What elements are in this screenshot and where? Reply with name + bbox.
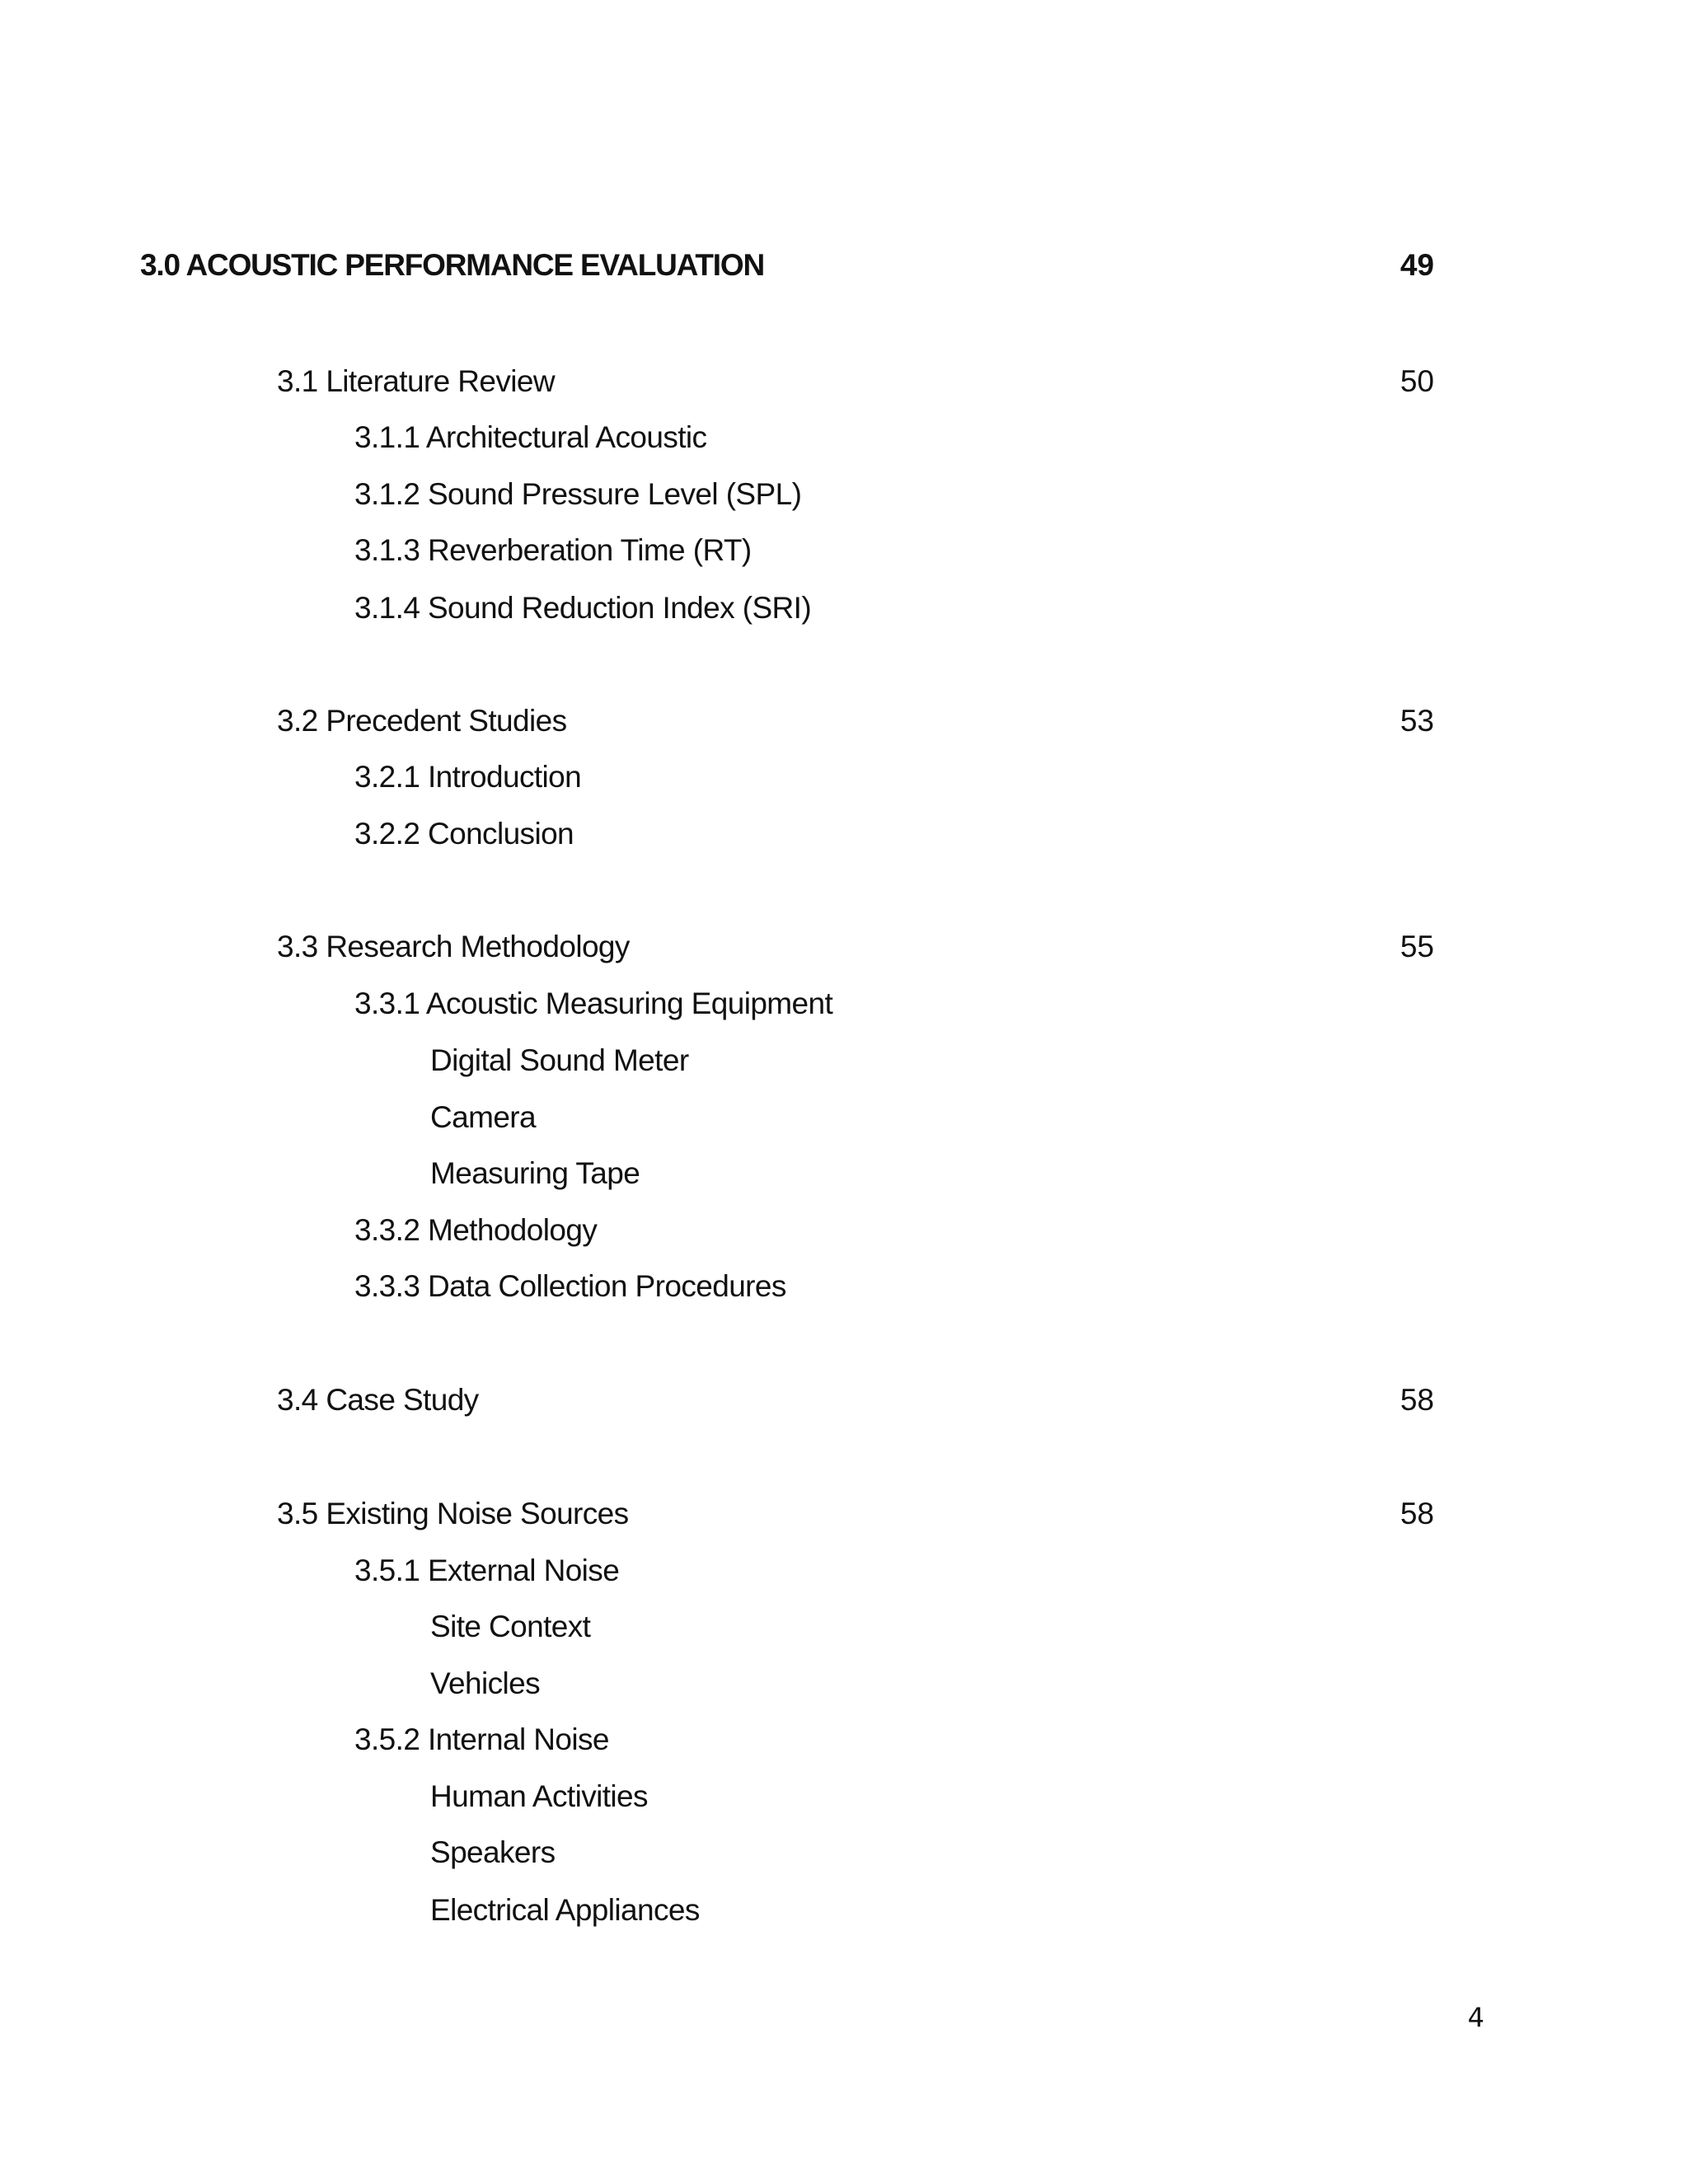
toc-item-electrical-appliances: Electrical Appliances	[430, 1893, 700, 1927]
toc-subsection-3-2-1: 3.2.1 Introduction	[354, 760, 582, 794]
toc-section-3-2-page: 53	[1400, 704, 1434, 738]
toc-chapter-page: 49	[1400, 248, 1434, 282]
toc-section-3-1: 3.1 Literature Review	[277, 364, 556, 398]
toc-item-site-context: Site Context	[430, 1610, 591, 1643]
toc-item-vehicles: Vehicles	[430, 1666, 541, 1700]
toc-item-digital-sound-meter: Digital Sound Meter	[430, 1043, 689, 1077]
toc-section-3-4: 3.4 Case Study	[277, 1383, 479, 1417]
toc-subsection-3-1-2: 3.1.2 Sound Pressure Level (SPL)	[354, 477, 802, 511]
toc-item-speakers: Speakers	[430, 1835, 556, 1869]
toc-chapter-title: 3.0 ACOUSTIC PERFORMANCE EVALUATION	[140, 248, 764, 282]
toc-subsection-3-1-4: 3.1.4 Sound Reduction Index (SRI)	[354, 591, 812, 625]
toc-section-3-1-page: 50	[1400, 364, 1434, 398]
toc-subsection-3-1-1: 3.1.1 Architectural Acoustic	[354, 420, 707, 454]
toc-subsection-3-3-2: 3.3.2 Methodology	[354, 1213, 598, 1247]
toc-subsection-3-1-3: 3.1.3 Reverberation Time (RT)	[354, 533, 752, 567]
toc-section-3-3-page: 55	[1400, 930, 1434, 963]
toc-subsection-3-3-3: 3.3.3 Data Collection Procedures	[354, 1269, 786, 1303]
page-number: 4	[1467, 2002, 1484, 2033]
toc-section-3-5: 3.5 Existing Noise Sources	[277, 1497, 629, 1530]
toc-subsection-3-2-2: 3.2.2 Conclusion	[354, 817, 574, 851]
toc-section-3-2: 3.2 Precedent Studies	[277, 704, 567, 738]
toc-item-measuring-tape: Measuring Tape	[430, 1156, 640, 1190]
toc-section-3-3: 3.3 Research Methodology	[277, 930, 630, 963]
toc-section-3-5-page: 58	[1400, 1497, 1434, 1530]
toc-item-camera: Camera	[430, 1100, 536, 1134]
toc-item-human-activities: Human Activities	[430, 1779, 648, 1813]
toc-subsection-3-5-2: 3.5.2 Internal Noise	[354, 1722, 609, 1756]
toc-subsection-3-5-1: 3.5.1 External Noise	[354, 1554, 620, 1587]
toc-subsection-3-3-1: 3.3.1 Acoustic Measuring Equipment	[354, 987, 833, 1020]
toc-section-3-4-page: 58	[1400, 1383, 1434, 1417]
